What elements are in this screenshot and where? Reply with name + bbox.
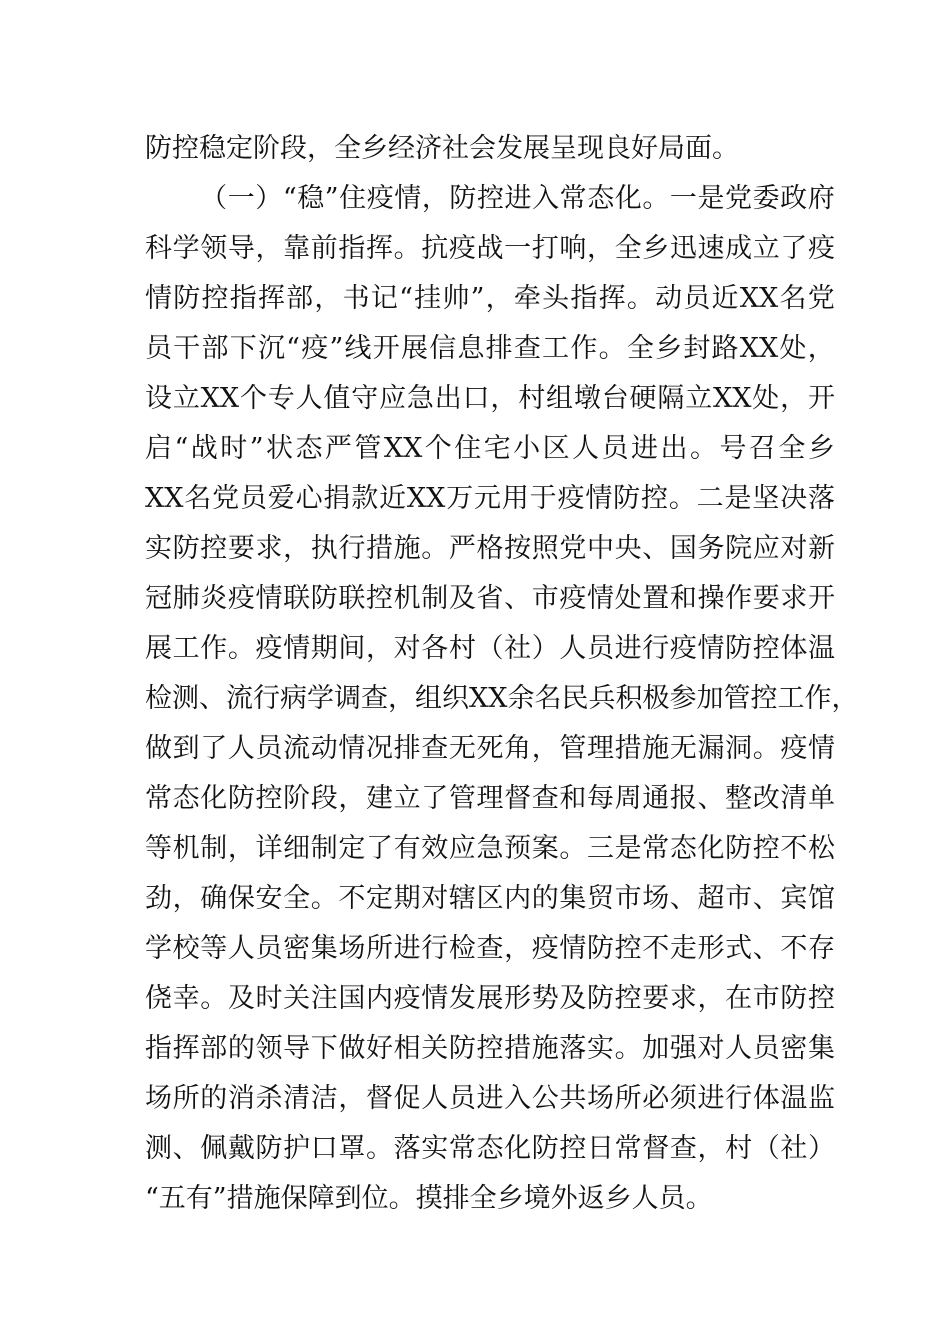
text-line: 启 “ 战 时 ” 状 态 严 管 XX 个 住 宅 小 区 人 员 进 出 。 号 召 全 乡 <box>145 433 835 464</box>
text-line: 劲 ， 确 保 安 全 。 不 定 期 对 辖 区 内 的 集 贸 市 场 、 超 市 、 宾 馆 <box>145 883 835 914</box>
text-line: XX 名 党 员 爱 心 捐 款 近 XX 万 元 用 于 疫 情 防 控 。 二 是 坚 决 落 <box>145 483 835 514</box>
text-line: 指 挥 部 的 领 导 下 做 好 相 关 防 控 措 施 落 实 。 加 强 对 人 员 密 集 <box>145 1033 835 1064</box>
text-line: 测 、 佩 戴 防 护 口 罩 。 落 实 常 态 化 防 控 日 常 督 查 ， 村 （ 社 ） <box>145 1133 835 1164</box>
text-line: 场 所 的 消 杀 清 洁 ， 督 促 人 员 进 入 公 共 场 所 必 须 进 行 体 温 监 <box>145 1083 835 1114</box>
text-line: 防控稳定阶段，全乡经济社会发展呈现良好局面。 <box>145 133 739 164</box>
text-line: 侥 幸 。 及 时 关 注 国 内 疫 情 发 展 形 势 及 防 控 要 求 ， 在 市 防 控 <box>145 983 835 1014</box>
text-line: （ 一 ） “ 稳 ” 住 疫 情 ， 防 控 进 入 常 态 化 。 一 是 党 委 政 府 <box>200 183 835 214</box>
text-line: 设 立 XX 个 专 人 值 守 应 急 出 口 ， 村 组 墩 台 硬 隔 立 XX 处 ， 开 <box>145 383 835 414</box>
text-line: 情 防 控 指 挥 部 ， 书 记 “ 挂 帅 ” ， 牵 头 指 挥 。 动 员 近 XX 名 党 <box>145 283 835 314</box>
text-line: 等 机 制 ， 详 细 制 定 了 有 效 应 急 预 案 。 三 是 常 态 化 防 控 不 松 <box>145 833 835 864</box>
text-line: 展 工 作 。 疫 情 期 间 ， 对 各 村 （ 社 ） 人 员 进 行 疫 情 防 控 体 温 <box>145 633 835 664</box>
text-line: “五有”措施保障到位。摸排全乡境外返乡人员。 <box>145 1183 713 1214</box>
text-line: 员 干 部 下 沉 “ 疫 ” 线 开 展 信 息 排 查 工 作 。 全 乡 封 路 XX 处 ， <box>145 333 835 364</box>
text-line: 科 学 领 导 ， 靠 前 指 挥 。 抗 疫 战 一 打 响 ， 全 乡 迅 速 成 立 了 疫 <box>145 233 835 264</box>
text-line: 做 到 了 人 员 流 动 情 况 排 查 无 死 角 ， 管 理 措 施 无 漏 洞 。 疫 情 <box>145 733 835 764</box>
text-line: 冠 肺 炎 疫 情 联 防 联 控 机 制 及 省 、 市 疫 情 处 置 和 操 作 要 求 开 <box>145 583 835 614</box>
text-line: 实 防 控 要 求 ， 执 行 措 施 。 严 格 按 照 党 中 央 、 国 务 院 应 对 新 <box>145 533 835 564</box>
text-line: 常 态 化 防 控 阶 段 ， 建 立 了 管 理 督 查 和 每 周 通 报 、 整 改 清 单 <box>145 783 835 814</box>
body-text <box>145 124 859 1224</box>
text-line: 检 测 、 流 行 病 学 调 查 ， 组 织 XX 余 名 民 兵 积 极 参 加 管 控 工 作 ， <box>145 683 859 714</box>
text-line: 学 校 等 人 员 密 集 场 所 进 行 检 查 ， 疫 情 防 控 不 走 形 式 、 不 存 <box>145 933 835 964</box>
